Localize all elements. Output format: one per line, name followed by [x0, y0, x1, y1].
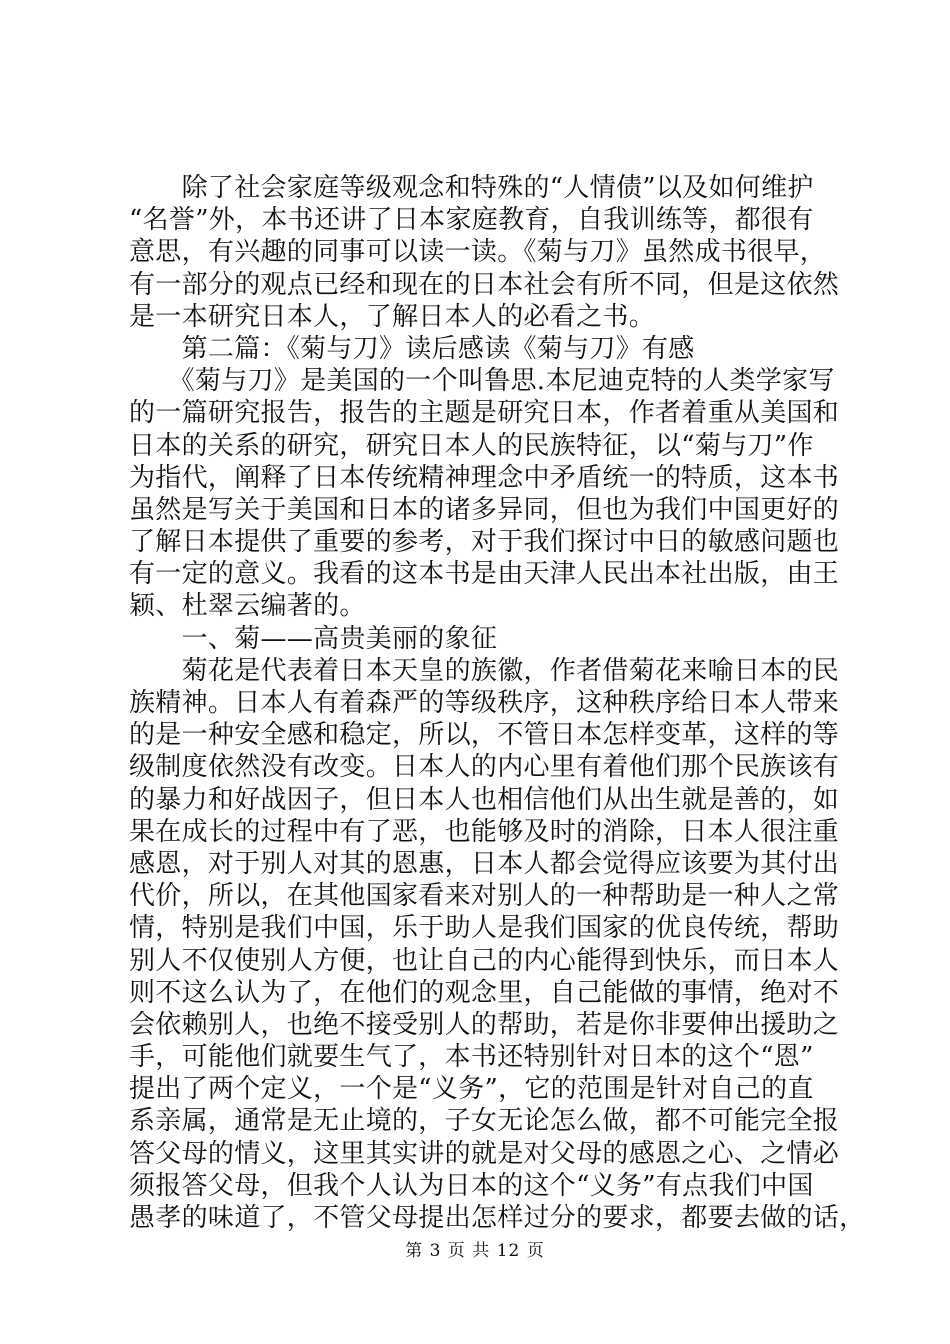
text-line: 系亲属，通常是无止境的，子女无论怎么做，都不可能完全报	[129, 1106, 840, 1137]
text-line: 提出了两个定义，一个是“义务”，它的范围是针对自己的直	[129, 1074, 814, 1105]
text-line: 族精神。日本人有着森严的等级秩序，这种秩序给日本人带来	[129, 688, 840, 718]
text-line: 了解日本提供了重要的参考，对于我们探讨中日的敏感问题也	[129, 527, 840, 558]
text-line: 有一部分的观点已经和现在的日本社会有所不同，但是这依然	[129, 269, 840, 300]
text-line: 颖、杜翠云编著的。	[129, 591, 366, 622]
text-line: 的是一种安全感和稳定，所以，不管日本怎样变革，这样的等	[129, 720, 840, 751]
text-line: 情，特别是我们中国，乐于助人是我们国家的优良传统，帮助	[129, 913, 840, 944]
text-line: 级制度依然没有改变。日本人的内心里有着他们那个民族该有	[129, 752, 840, 783]
text-line: 别人不仅使别人方便，也让自己的内心能得到快乐，而日本人	[129, 945, 840, 976]
text-line: 手，可能他们就要生气了，本书还特别针对日本的这个“恩”	[129, 1042, 814, 1073]
text-line: 菊花是代表着日本天皇的族徽，作者借菊花来喻日本的民	[129, 655, 840, 686]
text-line: 《菊与刀》是美国的一个叫鲁思.本尼迪克特的人类学家写	[129, 366, 835, 397]
subsection-heading: 一、菊——高贵美丽的象征	[129, 623, 498, 654]
text-line: 的一篇研究报告，报告的主题是研究日本，作者着重从美国和	[129, 398, 840, 429]
text-line: 有一定的意义。我看的这本书是由天津人民出本社出版，由王	[129, 559, 840, 590]
text-line: 须报答父母，但我个人认为日本的这个“义务”有点我们中国	[129, 1170, 814, 1201]
text-line: 感恩，对于别人对其的恩惠，日本人都会觉得应该要为其付出	[129, 848, 840, 879]
page-number-footer: 第 3 页 共 12 页	[405, 1241, 545, 1261]
text-line: 除了社会家庭等级观念和特殊的“人情债”以及如何维护	[129, 173, 814, 203]
section-heading: 第二篇：《菊与刀》读后感读《菊与刀》有感	[129, 333, 695, 364]
text-line: 会依赖别人，也绝不接受别人的帮助，若是你非要伸出援助之	[129, 1009, 840, 1040]
text-line: 则不这么认为了，在他们的观念里，自己能做的事情，绝对不	[129, 977, 840, 1008]
text-line: 的暴力和好战因子，但日本人也相信他们从出生就是善的，如	[129, 784, 840, 815]
text-line: 代价，所以，在其他国家看来对别人的一种帮助是一种人之常	[129, 881, 840, 912]
text-line: 果在成长的过程中有了恶，也能够及时的消除，日本人很注重	[129, 816, 840, 847]
body-text	[129, 172, 866, 1234]
text-line: “名誉”外，本书还讲了日本家庭教育，自我训练等，都很有	[129, 205, 814, 236]
text-line: 愚孝的味道了，不管父母提出怎样过分的要求，都要去做的话，	[129, 1203, 866, 1233]
text-line: 虽然是写关于美国和日本的诸多异同，但也为我们中国更好的	[129, 494, 840, 525]
text-line: 为指代，阐释了日本传统精神理念中矛盾统一的特质，这本书	[129, 462, 840, 493]
text-line: 是一本研究日本人，了解日本人的必看之书。	[129, 301, 656, 332]
text-line: 日本的关系的研究，研究日本人的民族特征，以“菊与刀”作	[129, 430, 814, 461]
text-line: 答父母的情义，这里其实讲的就是对父母的感恩之心、之情必	[129, 1138, 840, 1169]
text-line: 意思，有兴趣的同事可以读一读。《菊与刀》虽然成书很早，	[129, 237, 827, 268]
